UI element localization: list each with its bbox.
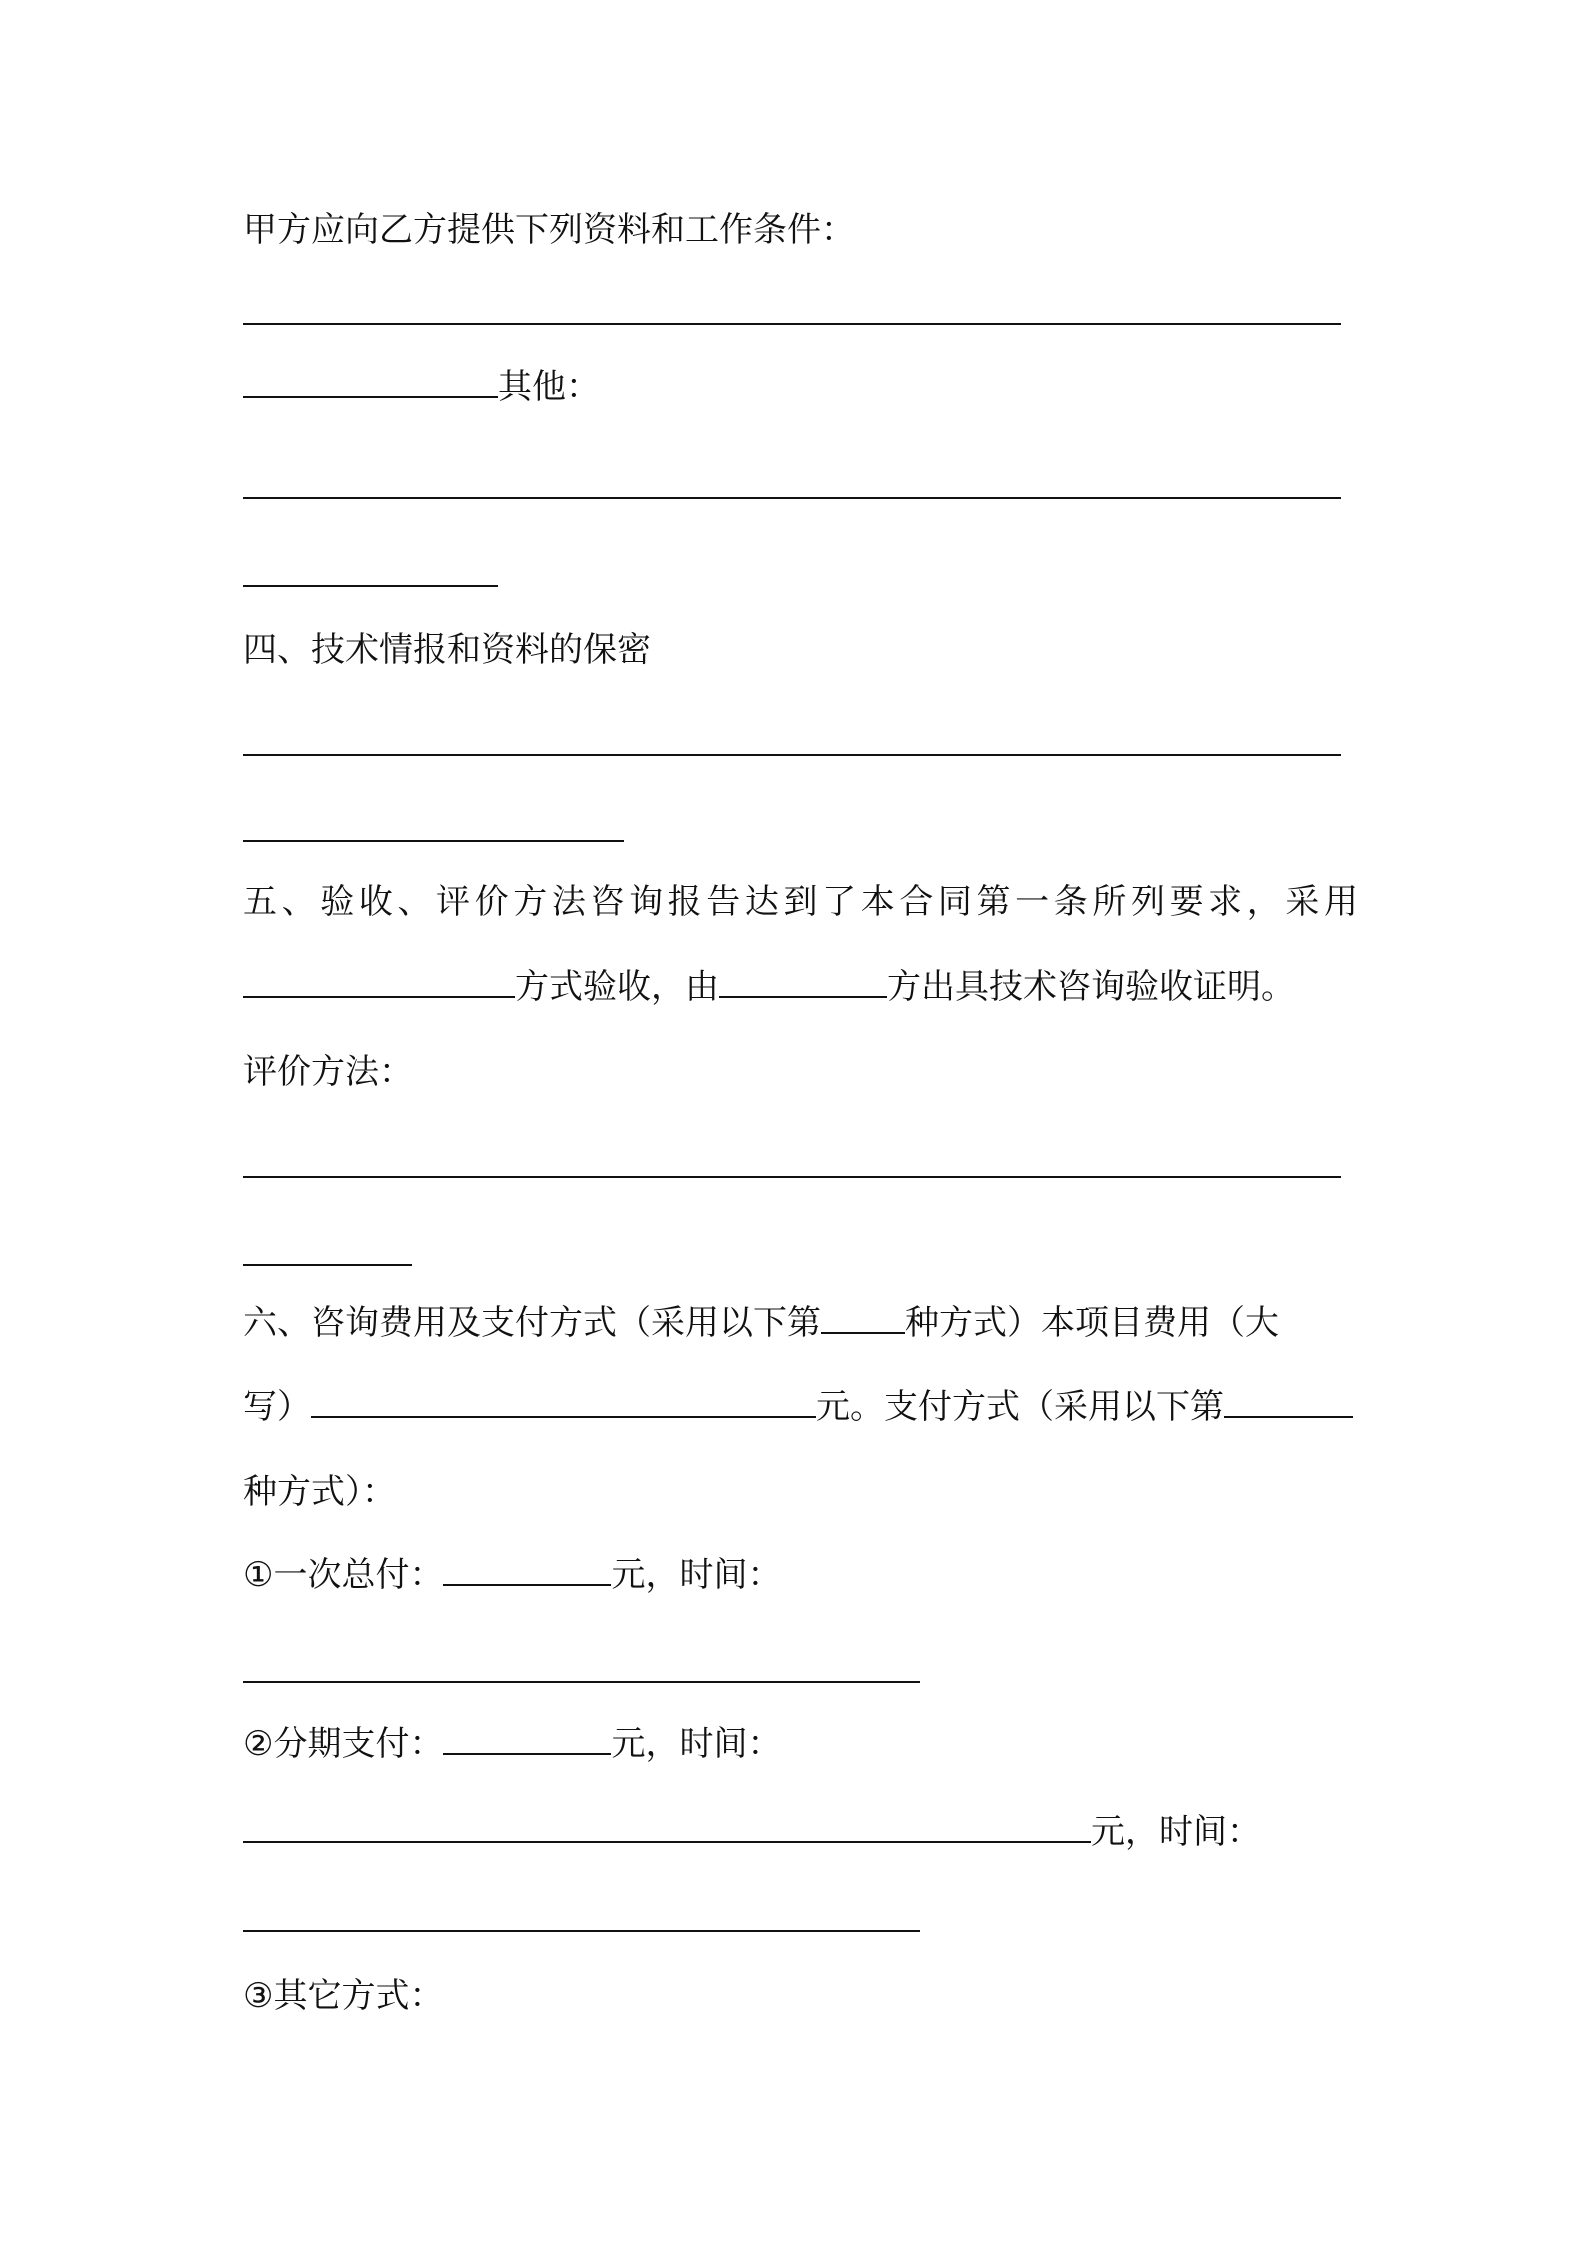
- fill-blank-lump-sum-time[interactable]: [243, 1681, 920, 1683]
- option1-line: ①一次总付： 元，时间：: [243, 1545, 781, 1605]
- fill-blank-confidentiality-1[interactable]: [243, 754, 1341, 756]
- fill-blank-payment-method[interactable]: [1224, 1382, 1353, 1418]
- provide-materials-text: 甲方应向乙方提供下列资料和工作条件：: [243, 210, 855, 250]
- fill-blank-lump-sum-amount[interactable]: [443, 1550, 611, 1586]
- fill-blank-other-1[interactable]: [243, 497, 1341, 499]
- fill-blank-installment-time-amount[interactable]: [243, 1807, 1091, 1843]
- fill-blank-evaluation-1[interactable]: [243, 1176, 1341, 1178]
- fill-blank-installment-time[interactable]: [243, 1930, 920, 1932]
- fill-blank-amount-capital[interactable]: [311, 1382, 816, 1418]
- option3-line: ③其它方式：: [243, 1976, 444, 2016]
- fill-blank-acceptance-method[interactable]: [243, 962, 515, 998]
- section5-line1: 五、验收、评价方法咨询报告达到了本合同第一条所列要求，采用: [243, 882, 1358, 922]
- section6-line1: 六、咨询费用及支付方式（采用以下第 种方式）本项目费用（大: [243, 1293, 1279, 1353]
- section6-line2: 写） 元。支付方式（采用以下第: [243, 1377, 1353, 1437]
- fill-blank-other-2[interactable]: [243, 585, 498, 587]
- section5-line2: 方式验收，由 方出具技术咨询验收证明。: [243, 957, 1295, 1017]
- section6-line3: 种方式）：: [243, 1472, 396, 1512]
- section4-title: 四、技术情报和资料的保密: [243, 630, 651, 670]
- fill-blank-materials-2[interactable]: [243, 362, 498, 398]
- fill-blank-payment-option[interactable]: [821, 1298, 905, 1334]
- other-line: [243, 357, 600, 417]
- fill-blank-materials-1[interactable]: [243, 323, 1341, 325]
- fill-blank-evaluation-2[interactable]: [243, 1264, 412, 1266]
- fill-blank-confidentiality-2[interactable]: [243, 840, 624, 842]
- fill-blank-issuer[interactable]: [719, 962, 887, 998]
- option2-line: ②分期支付： 元，时间：: [243, 1714, 781, 1774]
- other-label: 其他：: [498, 367, 600, 407]
- installment-line2: 元，时间：: [243, 1802, 1261, 1862]
- evaluation-label: 评价方法：: [243, 1052, 413, 1092]
- fill-blank-installment-amount[interactable]: [443, 1719, 611, 1755]
